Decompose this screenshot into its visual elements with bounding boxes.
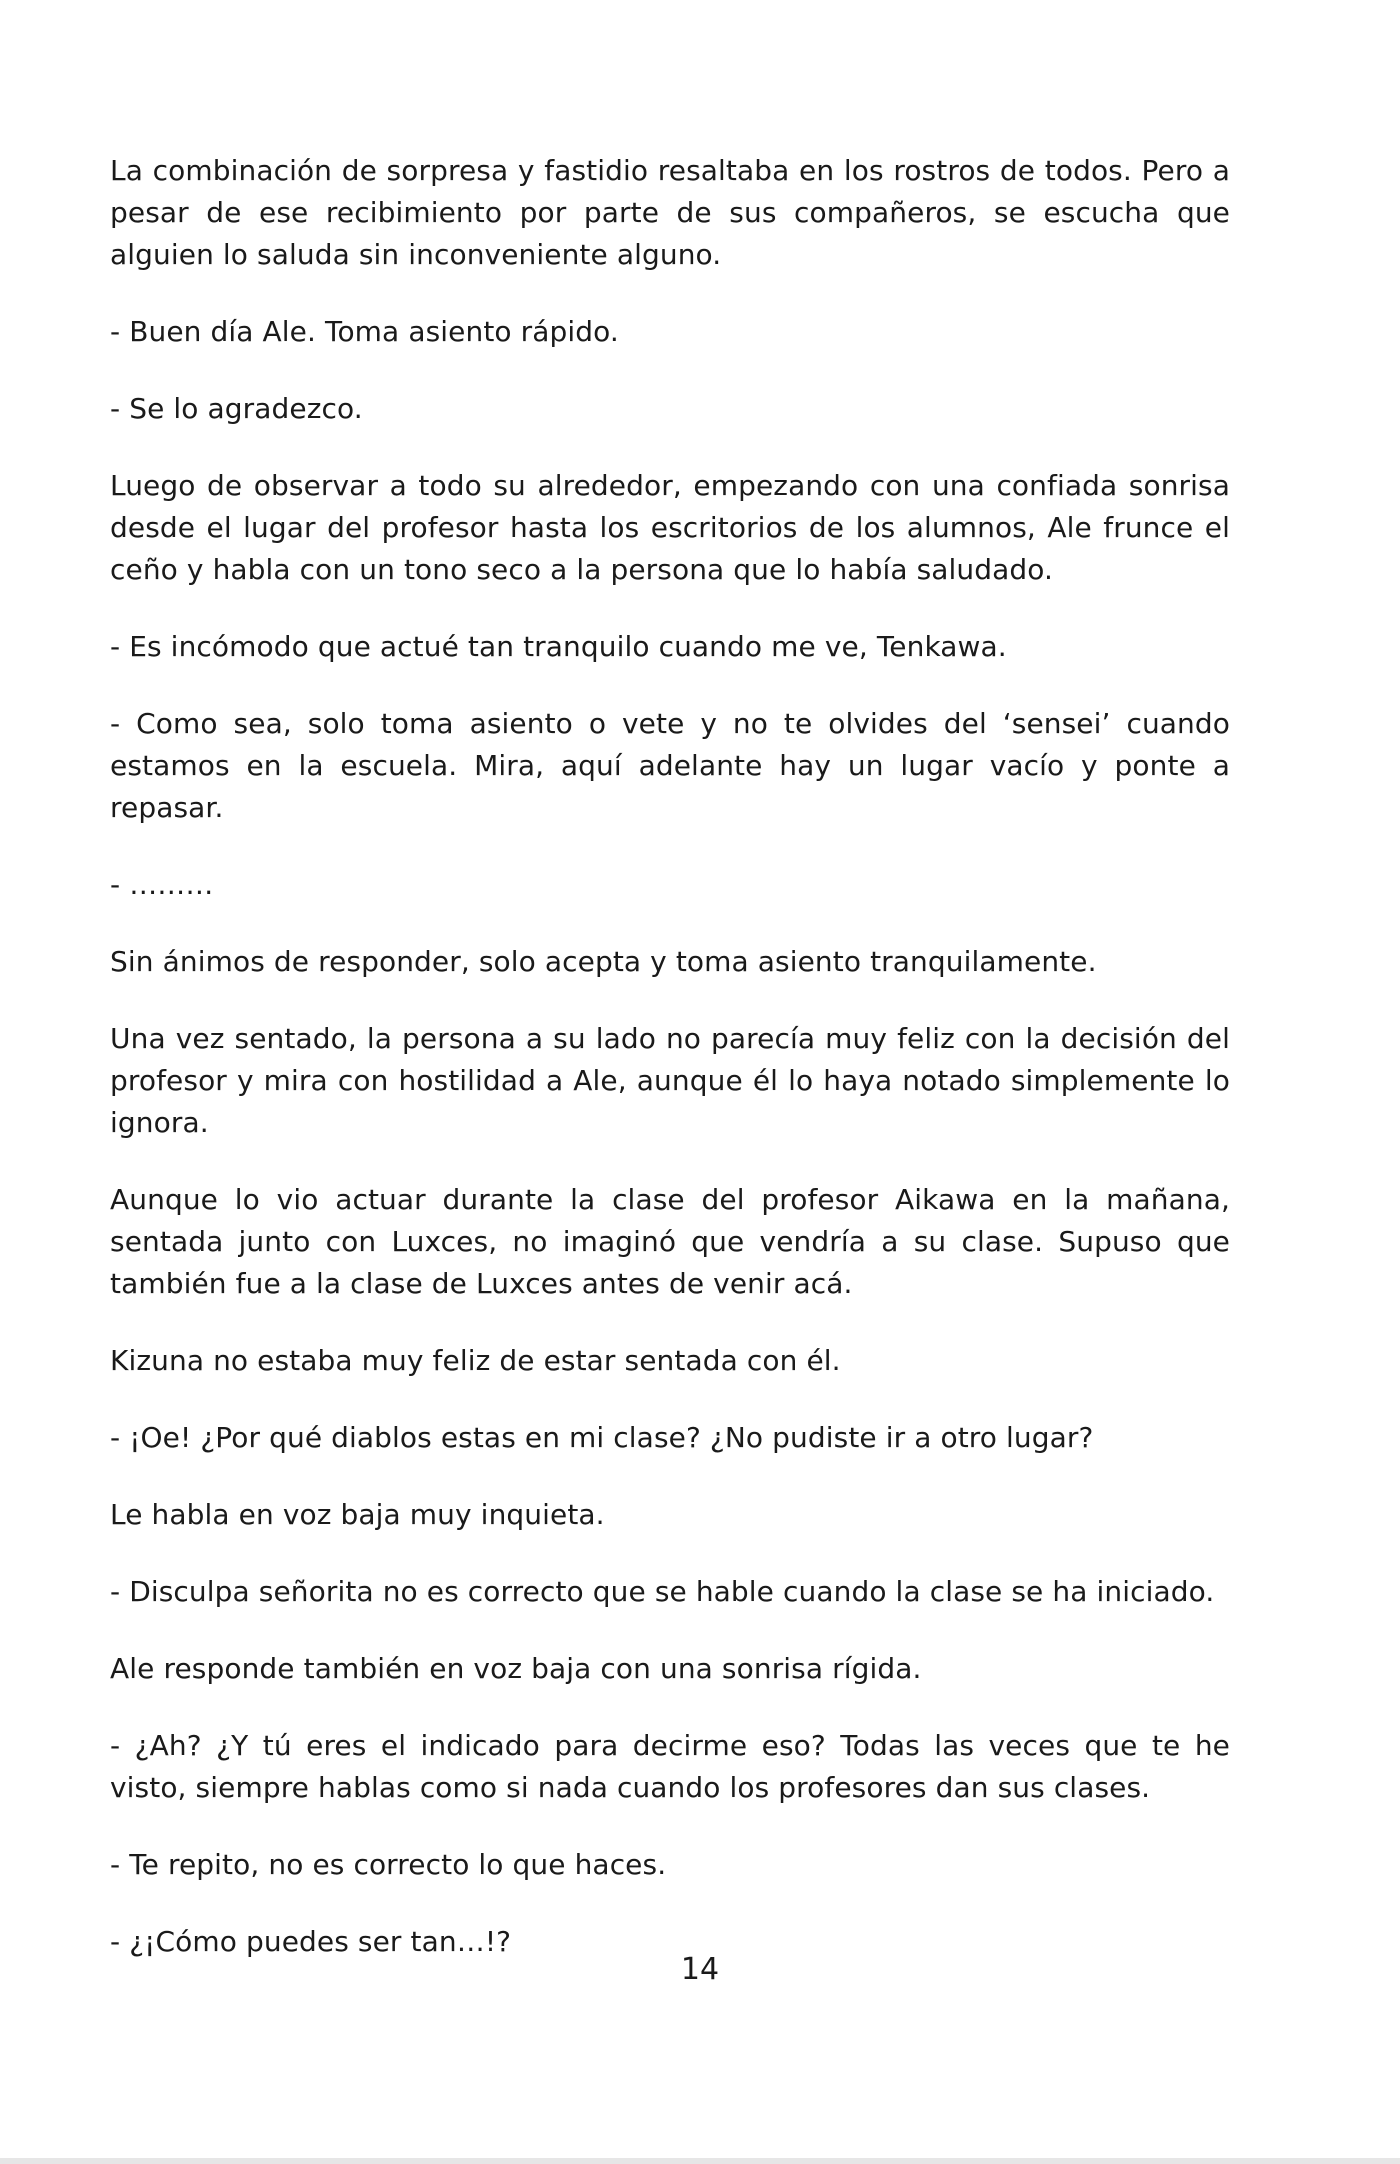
paragraph: Aunque lo vio actuar durante la clase del profesor Aikawa en la mañana, sentada junto con Luxces, no imaginó que vendría a su clase. Supuso que también fue a la clase de Luxces antes de venir acá. — [110, 1183, 1230, 1300]
paragraph: - ¿¡Cómo puedes ser tan…!? — [110, 1925, 512, 1958]
paragraph: Ale responde también en voz baja con una sonrisa rígida. — [110, 1652, 922, 1685]
paragraph: - Se lo agradezco. — [110, 392, 363, 425]
paragraph: - ¡Oe! ¿Por qué diablos estas en mi clase? ¿No pudiste ir a otro lugar? — [110, 1421, 1094, 1454]
paragraph: Una vez sentado, la persona a su lado no parecía muy feliz con la decisión del profesor y mira con hostilidad a Ale, aunque él lo haya notado simplemente lo ignora. — [110, 1022, 1230, 1139]
paragraph: - Disculpa señorita no es correcto que se hable cuando la clase se ha iniciado. — [110, 1575, 1215, 1608]
paragraph: - Como sea, solo toma asiento o vete y no te olvides del ‘sensei’ cuando estamos en la escuela. Mira, aquí adelante hay un lugar vacío y ponte a repasar. — [110, 707, 1230, 824]
paragraph: - Es incómodo que actué tan tranquilo cuando me ve, Tenkawa. — [110, 630, 1007, 663]
paragraph: Sin ánimos de responder, solo acepta y toma asiento tranquilamente. — [110, 945, 1097, 978]
paragraph: - ¿Ah? ¿Y tú eres el indicado para decirme eso? Todas las veces que te he visto, siempre hablas como si nada cuando los profesores dan sus clases. — [110, 1729, 1230, 1804]
document-body — [110, 150, 1230, 1998]
paragraph: Luego de observar a todo su alrededor, empezando con una confiada sonrisa desde el lugar del profesor hasta los escritorios de los alumnos, Ale frunce el ceño y habla con un tono seco a la persona que lo había saludado. — [110, 469, 1230, 586]
paragraph: - Buen día Ale. Toma asiento rápido. — [110, 315, 619, 348]
paragraph: La combinación de sorpresa y fastidio resaltaba en los rostros de todos. Pero a pesar de ese recibimiento por parte de sus compañeros, se escucha que alguien lo saluda sin inconveniente alguno. — [110, 154, 1230, 271]
bottom-edge-divider — [0, 2158, 1400, 2164]
paragraph: - ……… — [110, 868, 214, 901]
paragraph: Le habla en voz baja muy inquieta. — [110, 1498, 605, 1531]
paragraph: - Te repito, no es correcto lo que haces. — [110, 1848, 667, 1881]
page-number: 14 — [680, 1952, 720, 1987]
paragraph: Kizuna no estaba muy feliz de estar sentada con él. — [110, 1344, 841, 1377]
